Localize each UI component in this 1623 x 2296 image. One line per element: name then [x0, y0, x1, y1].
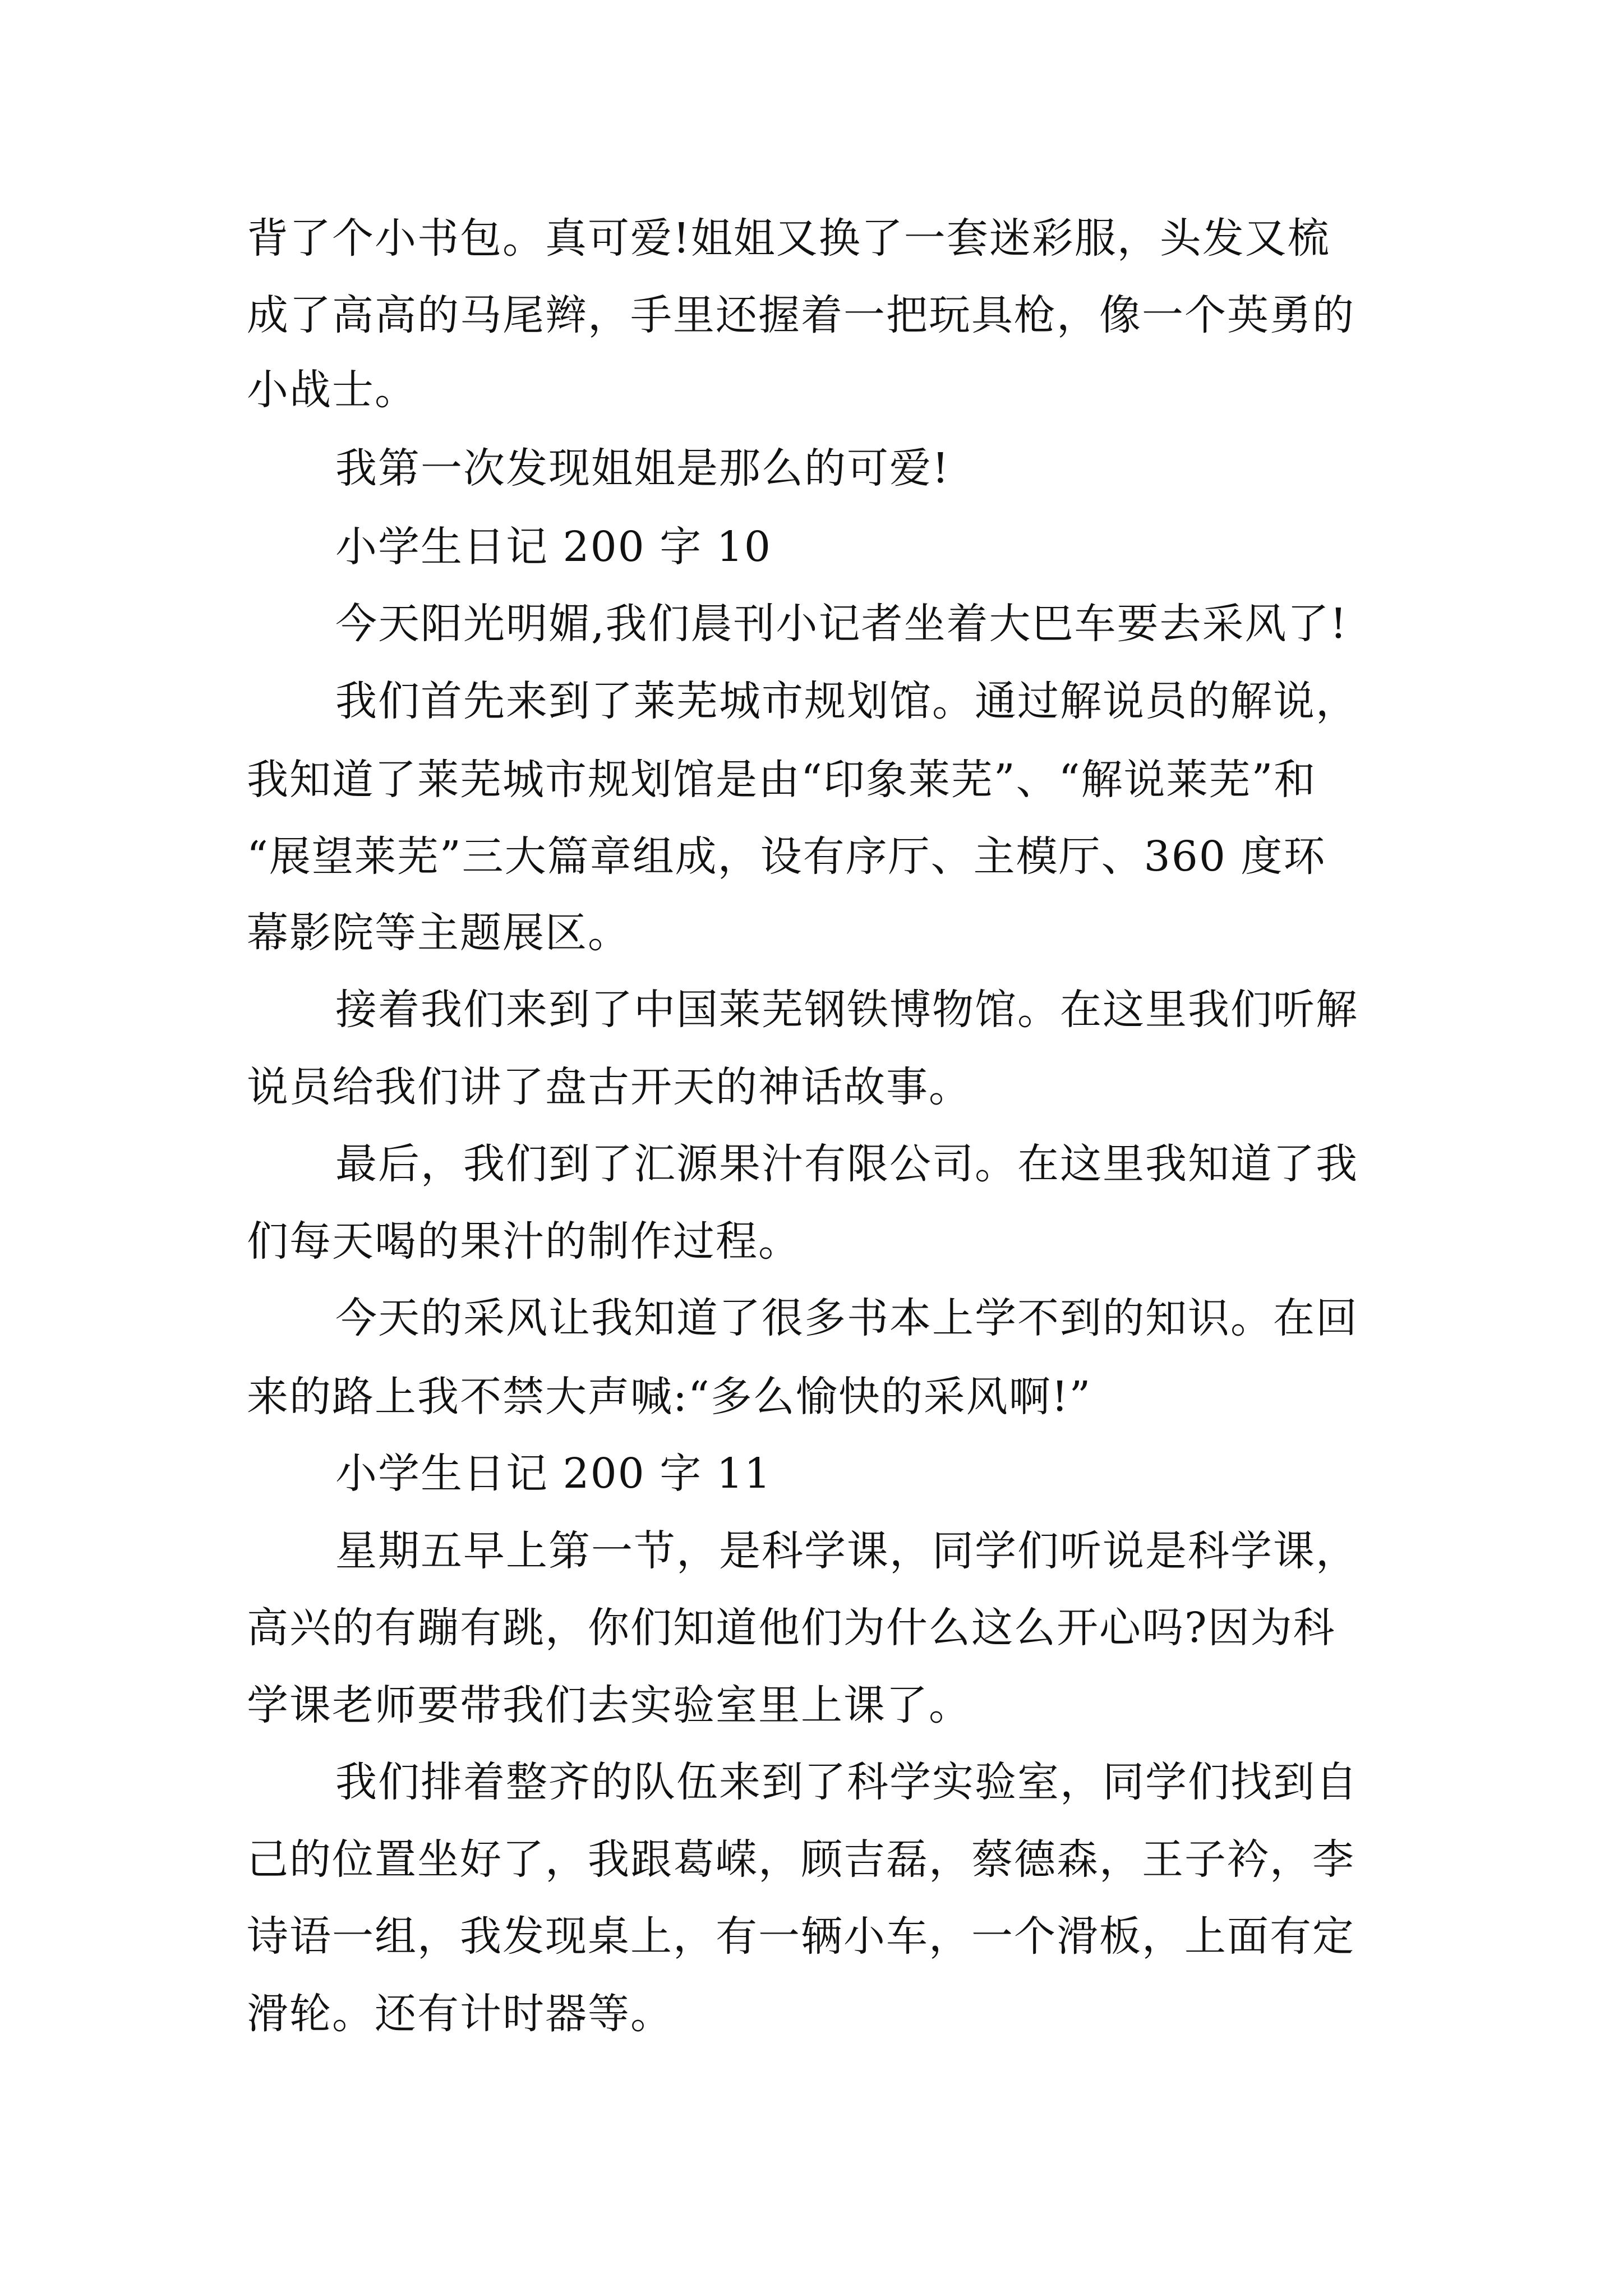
text-line: 学课老师要带我们去实验室里上课了。 [247, 1681, 971, 1729]
text-line: 小战士。 [247, 366, 417, 414]
text-line: 我们排着整齐的队伍来到了科学实验室，同学们找到自 [335, 1758, 1358, 1806]
text-line: 我们首先来到了莱芜城市规划馆。通过解说员的解说， [335, 677, 1358, 725]
text-line: 我第一次发现姐姐是那么的可爱! [335, 444, 950, 493]
text-line: 说员给我们讲了盘古开天的神话故事。 [247, 1063, 971, 1111]
text-line: 滑轮。还有计时器等。 [247, 1990, 673, 2038]
text-line: 己的位置坐好了，我跟葛嵘，顾吉磊，蔡德森，王子衿，李 [247, 1835, 1355, 1884]
text-line: 接着我们来到了中国莱芜钢铁博物馆。在这里我们听解 [335, 986, 1358, 1034]
text-line: 我知道了莱芜城市规划馆是由“印象莱芜”、“解说莱芜”和 [247, 756, 1317, 804]
text-line: 们每天喝的果汁的制作过程。 [247, 1217, 801, 1266]
section-heading: 小学生日记 200 字 11 [335, 1450, 772, 1498]
text-line: “展望莱芜”三大篇章组成，设有序厅、主模厅、360 度环 [247, 832, 1326, 881]
text-line: 星期五早上第一节，是科学课，同学们听说是科学课， [335, 1527, 1358, 1575]
text-line: 来的路上我不禁大声喊:“多么愉快的采风啊!” [247, 1373, 1092, 1421]
text-line: 幕影院等主题展区。 [247, 909, 630, 957]
text-line: 今天阳光明媚,我们晨刊小记者坐着大巴车要去采风了! [335, 600, 1348, 648]
text-line: 成了高高的马尾辫，手里还握着一把玩具枪，像一个英勇的 [247, 291, 1355, 339]
text-line: 背了个小书包。真可爱!姐姐又换了一套迷彩服，头发又梳 [247, 214, 1330, 263]
text-line: 高兴的有蹦有跳，你们知道他们为什么这么开心吗?因为科 [247, 1604, 1336, 1652]
section-heading: 小学生日记 200 字 10 [335, 523, 772, 571]
text-line: 最后，我们到了汇源果汁有限公司。在这里我知道了我 [335, 1140, 1358, 1188]
text-line: 诗语一组，我发现桌上，有一辆小车，一个滑板，上面有定 [247, 1912, 1355, 1961]
text-line: 今天的采风让我知道了很多书本上学不到的知识。在回 [335, 1294, 1358, 1342]
